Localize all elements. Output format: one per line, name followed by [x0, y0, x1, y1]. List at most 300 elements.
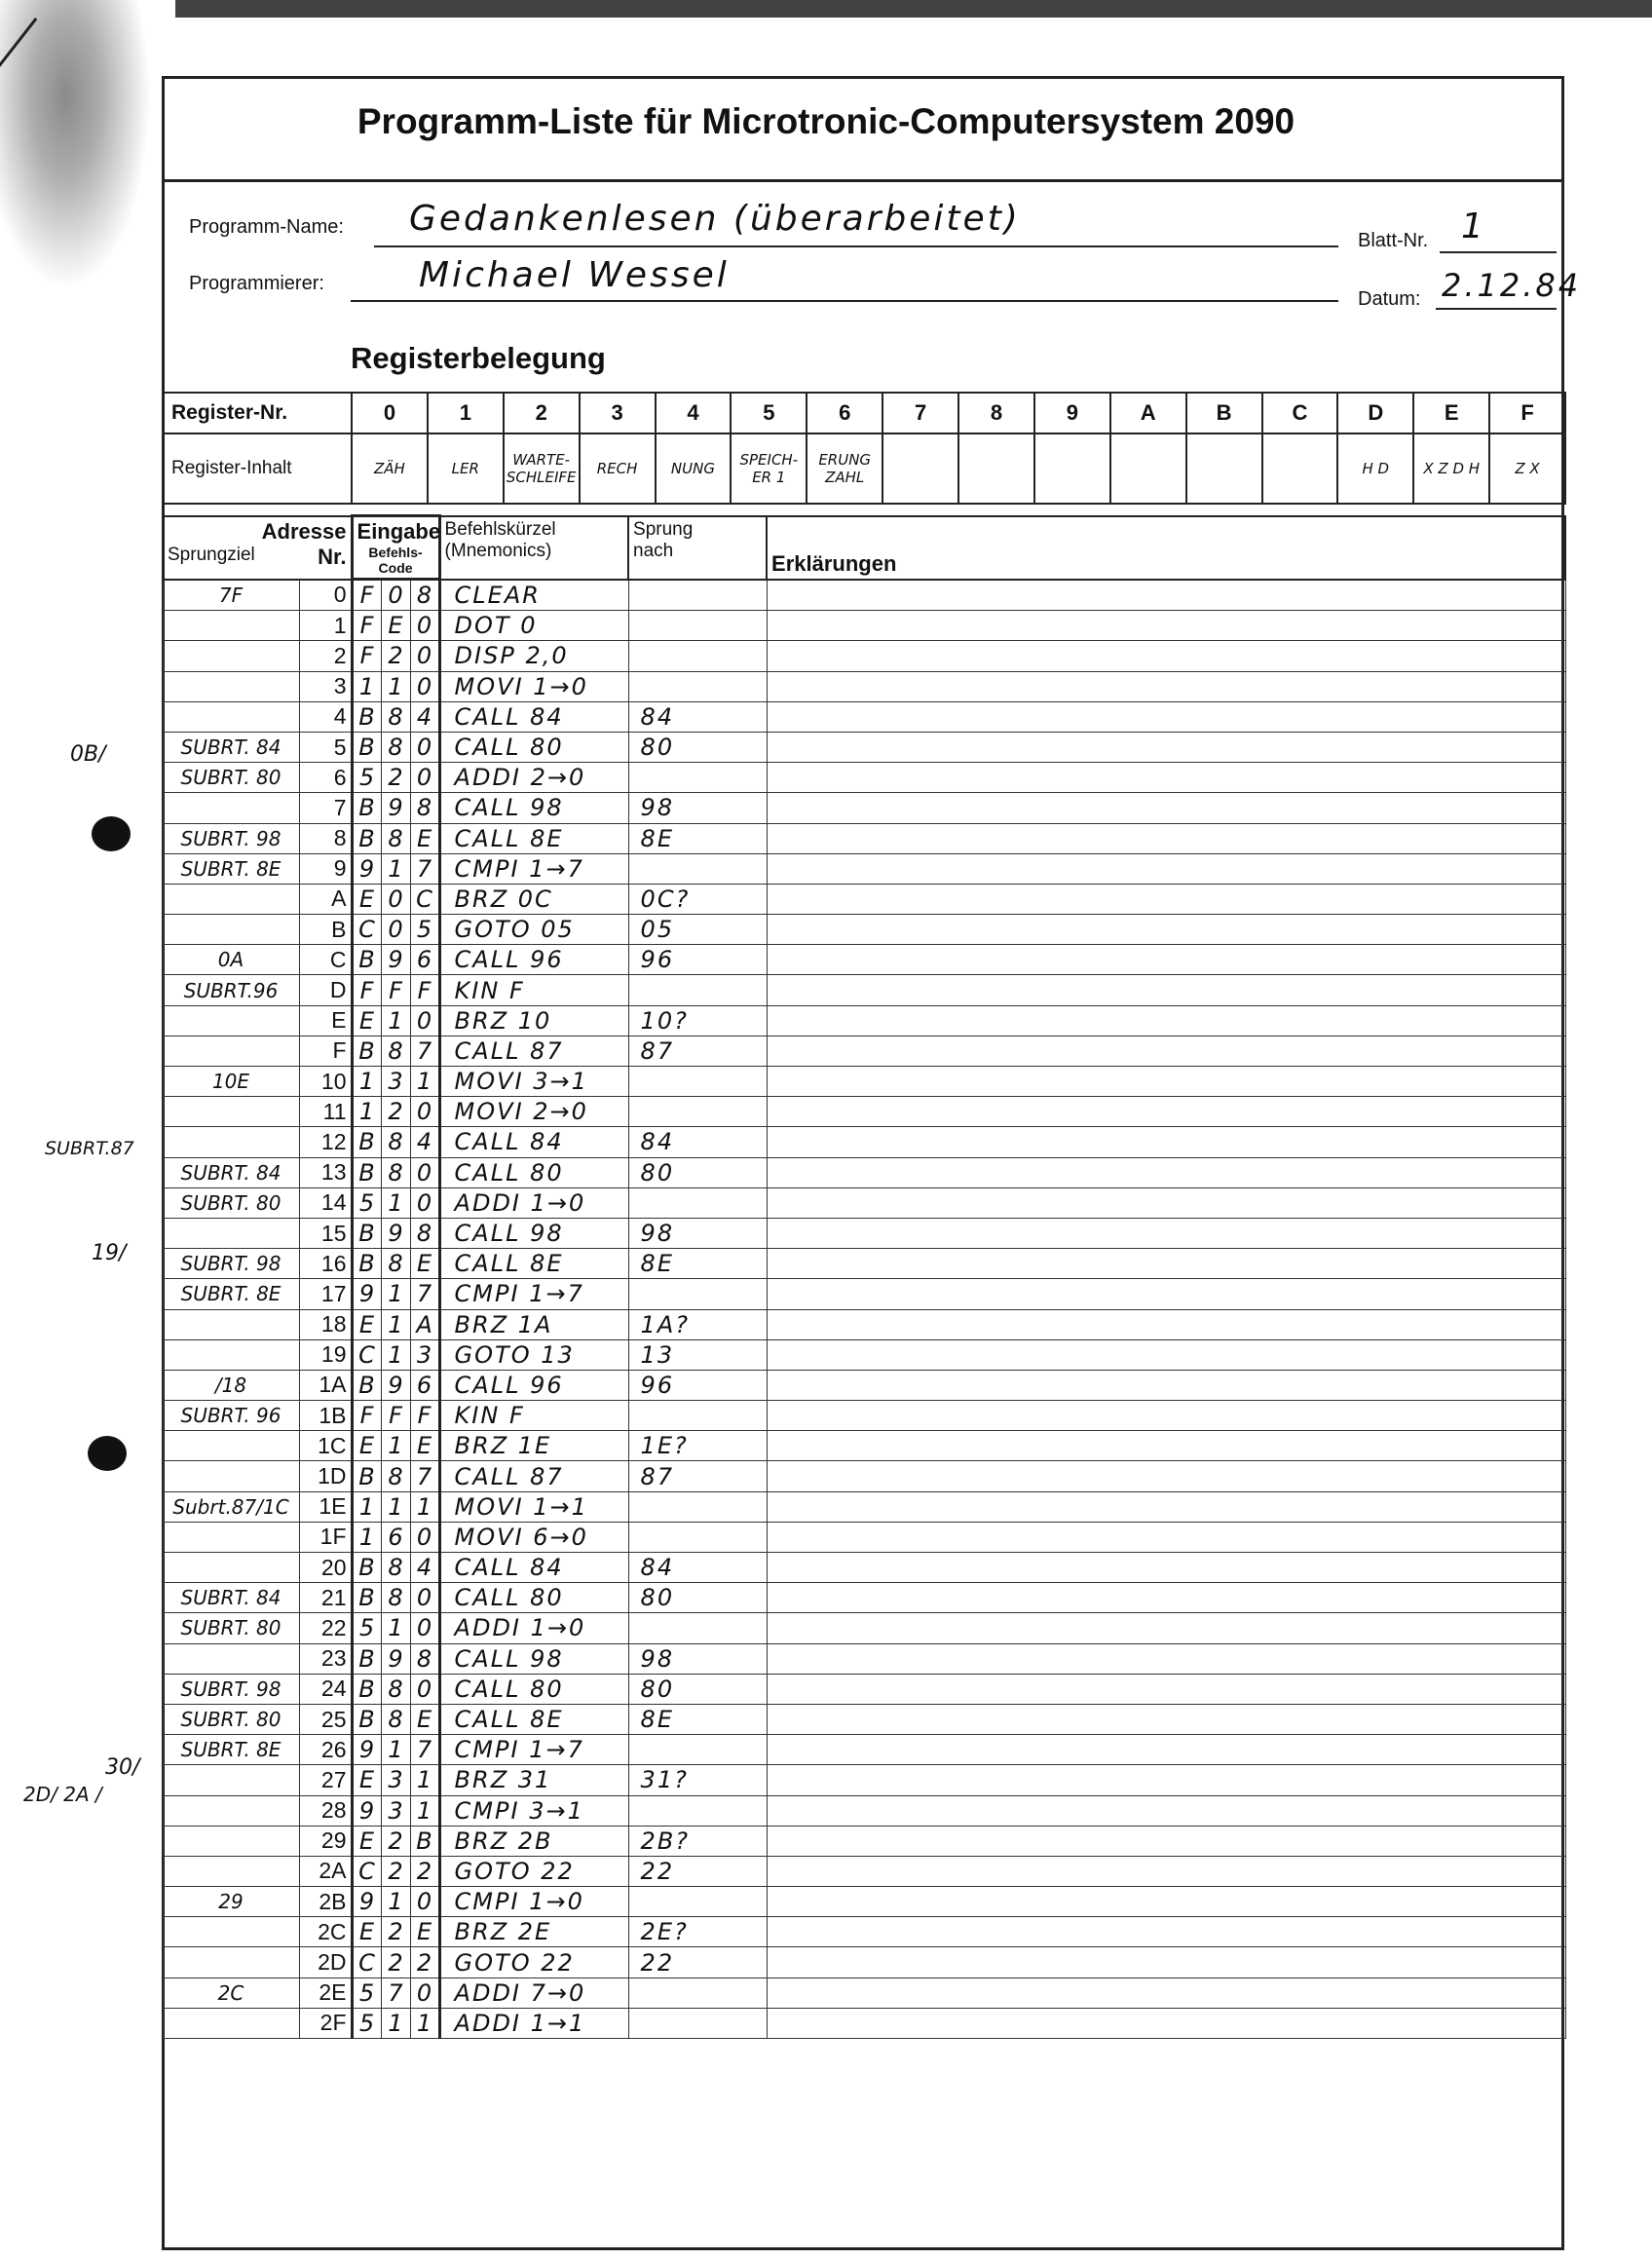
- code-cell-2[interactable]: 2: [381, 1917, 410, 1947]
- code-cell-1[interactable]: 5: [352, 2008, 381, 2038]
- mnemonic-cell[interactable]: CALL 80: [439, 1674, 628, 1704]
- register-content-cell[interactable]: RECH: [580, 433, 656, 504]
- erklaerung-cell[interactable]: [767, 1887, 1565, 1917]
- code-cell-3[interactable]: 0: [410, 1674, 439, 1704]
- sprung-nach-cell[interactable]: 31?: [628, 1765, 767, 1795]
- code-cell-1[interactable]: F: [352, 580, 381, 611]
- mnemonic-cell[interactable]: CALL 84: [439, 701, 628, 732]
- sprungziel-cell[interactable]: [163, 641, 299, 671]
- sprung-nach-cell[interactable]: [628, 1491, 767, 1522]
- code-cell-3[interactable]: E: [410, 1249, 439, 1279]
- sprungziel-cell[interactable]: [163, 1036, 299, 1066]
- code-cell-2[interactable]: 8: [381, 1127, 410, 1157]
- sprung-nach-cell[interactable]: [628, 1401, 767, 1431]
- register-content-cell[interactable]: [1413, 433, 1489, 504]
- register-content-cell[interactable]: [882, 433, 958, 504]
- erklaerung-cell[interactable]: [767, 1826, 1565, 1856]
- erklaerung-cell[interactable]: [767, 1339, 1565, 1370]
- code-cell-1[interactable]: 1: [352, 671, 381, 701]
- mnemonic-cell[interactable]: CALL 87: [439, 1036, 628, 1066]
- sprung-nach-cell[interactable]: 8E: [628, 1249, 767, 1279]
- erklaerung-cell[interactable]: [767, 732, 1565, 762]
- code-cell-1[interactable]: F: [352, 611, 381, 641]
- mnemonic-cell[interactable]: ADDI 2→0: [439, 763, 628, 793]
- code-cell-2[interactable]: 1: [381, 853, 410, 884]
- sprungziel-cell[interactable]: [163, 793, 299, 823]
- code-cell-3[interactable]: 2: [410, 1856, 439, 1886]
- code-cell-1[interactable]: F: [352, 641, 381, 671]
- sprungziel-cell[interactable]: SUBRT. 80: [163, 763, 299, 793]
- code-cell-1[interactable]: B: [352, 793, 381, 823]
- code-cell-3[interactable]: 2: [410, 1947, 439, 1978]
- code-cell-2[interactable]: 8: [381, 1704, 410, 1734]
- sprung-nach-cell[interactable]: 96: [628, 945, 767, 975]
- erklaerung-cell[interactable]: [767, 671, 1565, 701]
- sprung-nach-cell[interactable]: [628, 975, 767, 1005]
- code-cell-3[interactable]: F: [410, 975, 439, 1005]
- register-content-cell[interactable]: SPEICH-ER 1: [731, 433, 807, 504]
- erklaerung-cell[interactable]: [767, 1795, 1565, 1826]
- sprungziel-cell[interactable]: [163, 1553, 299, 1583]
- erklaerung-cell[interactable]: [767, 1978, 1565, 2008]
- code-cell-2[interactable]: 1: [381, 671, 410, 701]
- sprungziel-cell[interactable]: [163, 1431, 299, 1461]
- mnemonic-cell[interactable]: CALL 98: [439, 793, 628, 823]
- erklaerung-cell[interactable]: [767, 1187, 1565, 1218]
- sprungziel-cell[interactable]: SUBRT. 84: [163, 732, 299, 762]
- code-cell-1[interactable]: B: [352, 1218, 381, 1248]
- sprungziel-cell[interactable]: [163, 671, 299, 701]
- mnemonic-cell[interactable]: ADDI 1→0: [439, 1613, 628, 1643]
- sprungziel-cell[interactable]: SUBRT. 8E: [163, 1735, 299, 1765]
- register-content-cell[interactable]: [1262, 433, 1338, 504]
- code-cell-3[interactable]: E: [410, 823, 439, 853]
- mnemonic-cell[interactable]: BRZ 1A: [439, 1309, 628, 1339]
- code-cell-1[interactable]: E: [352, 1005, 381, 1036]
- erklaerung-cell[interactable]: [767, 1127, 1565, 1157]
- erklaerung-cell[interactable]: [767, 793, 1565, 823]
- code-cell-1[interactable]: B: [352, 945, 381, 975]
- code-cell-2[interactable]: 2: [381, 1947, 410, 1978]
- erklaerung-cell[interactable]: [767, 611, 1565, 641]
- program-name-value[interactable]: Gedankenlesen (überarbeitet): [409, 199, 1021, 239]
- sprung-nach-cell[interactable]: 84: [628, 1553, 767, 1583]
- sprungziel-cell[interactable]: 2C: [163, 1978, 299, 2008]
- mnemonic-cell[interactable]: CMPI 1→7: [439, 1279, 628, 1309]
- mnemonic-cell[interactable]: MOVI 6→0: [439, 1522, 628, 1552]
- sprung-nach-cell[interactable]: 98: [628, 793, 767, 823]
- code-cell-2[interactable]: 8: [381, 1461, 410, 1491]
- code-cell-2[interactable]: 8: [381, 1553, 410, 1583]
- sprung-nach-cell[interactable]: [628, 1795, 767, 1826]
- code-cell-1[interactable]: E: [352, 1431, 381, 1461]
- erklaerung-cell[interactable]: [767, 1157, 1565, 1187]
- sprungziel-cell[interactable]: [163, 1309, 299, 1339]
- sprungziel-cell[interactable]: [163, 915, 299, 945]
- code-cell-3[interactable]: 5: [410, 915, 439, 945]
- erklaerung-cell[interactable]: [767, 641, 1565, 671]
- code-cell-1[interactable]: B: [352, 1674, 381, 1704]
- sprung-nach-cell[interactable]: 80: [628, 1583, 767, 1613]
- code-cell-1[interactable]: 9: [352, 1279, 381, 1309]
- code-cell-1[interactable]: E: [352, 1826, 381, 1856]
- code-cell-3[interactable]: 7: [410, 1461, 439, 1491]
- code-cell-3[interactable]: 1: [410, 1491, 439, 1522]
- code-cell-3[interactable]: 4: [410, 701, 439, 732]
- code-cell-2[interactable]: 9: [381, 1643, 410, 1674]
- sprung-nach-cell[interactable]: [628, 1978, 767, 2008]
- code-cell-2[interactable]: 1: [381, 1431, 410, 1461]
- register-content-cell[interactable]: ZÄH: [352, 433, 428, 504]
- sprung-nach-cell[interactable]: [628, 671, 767, 701]
- sprung-nach-cell[interactable]: 80: [628, 732, 767, 762]
- code-cell-2[interactable]: 0: [381, 884, 410, 914]
- erklaerung-cell[interactable]: [767, 915, 1565, 945]
- code-cell-1[interactable]: 1: [352, 1522, 381, 1552]
- sprungziel-cell[interactable]: [163, 1643, 299, 1674]
- code-cell-1[interactable]: 9: [352, 1795, 381, 1826]
- code-cell-2[interactable]: 9: [381, 1218, 410, 1248]
- erklaerung-cell[interactable]: [767, 1765, 1565, 1795]
- erklaerung-cell[interactable]: [767, 1947, 1565, 1978]
- code-cell-1[interactable]: 5: [352, 1187, 381, 1218]
- code-cell-3[interactable]: 7: [410, 1735, 439, 1765]
- code-cell-3[interactable]: 0: [410, 1187, 439, 1218]
- mnemonic-cell[interactable]: BRZ 0C: [439, 884, 628, 914]
- register-content-cell[interactable]: [958, 433, 1034, 504]
- code-cell-3[interactable]: 0: [410, 1887, 439, 1917]
- sprung-nach-cell[interactable]: [628, 1887, 767, 1917]
- code-cell-1[interactable]: 1: [352, 1067, 381, 1097]
- code-cell-2[interactable]: 8: [381, 823, 410, 853]
- code-cell-3[interactable]: E: [410, 1704, 439, 1734]
- erklaerung-cell[interactable]: [767, 853, 1565, 884]
- code-cell-1[interactable]: 5: [352, 1613, 381, 1643]
- sprungziel-cell[interactable]: [163, 1461, 299, 1491]
- code-cell-3[interactable]: B: [410, 1826, 439, 1856]
- erklaerung-cell[interactable]: [767, 1522, 1565, 1552]
- register-content-cell[interactable]: ERUNG ZAHL: [807, 433, 882, 504]
- code-cell-1[interactable]: E: [352, 1917, 381, 1947]
- erklaerung-cell[interactable]: [767, 1309, 1565, 1339]
- code-cell-2[interactable]: 6: [381, 1522, 410, 1552]
- sprungziel-cell[interactable]: [163, 1339, 299, 1370]
- code-cell-1[interactable]: B: [352, 1553, 381, 1583]
- code-cell-3[interactable]: E: [410, 1431, 439, 1461]
- sprung-nach-cell[interactable]: [628, 580, 767, 611]
- mnemonic-cell[interactable]: CMPI 1→7: [439, 1735, 628, 1765]
- code-cell-2[interactable]: 1: [381, 1613, 410, 1643]
- sprung-nach-cell[interactable]: 87: [628, 1036, 767, 1066]
- mnemonic-cell[interactable]: GOTO 22: [439, 1856, 628, 1886]
- sprung-nach-cell[interactable]: 0C?: [628, 884, 767, 914]
- programmer-value[interactable]: Michael Wessel: [419, 255, 730, 295]
- sprungziel-cell[interactable]: SUBRT. 80: [163, 1613, 299, 1643]
- code-cell-3[interactable]: 0: [410, 1613, 439, 1643]
- sprungziel-cell[interactable]: SUBRT. 98: [163, 1249, 299, 1279]
- sprung-nach-cell[interactable]: 98: [628, 1218, 767, 1248]
- erklaerung-cell[interactable]: [767, 1643, 1565, 1674]
- code-cell-2[interactable]: 3: [381, 1765, 410, 1795]
- sprungziel-cell[interactable]: [163, 611, 299, 641]
- code-cell-2[interactable]: 8: [381, 1583, 410, 1613]
- code-cell-2[interactable]: 8: [381, 1036, 410, 1066]
- mnemonic-cell[interactable]: CALL 96: [439, 945, 628, 975]
- code-cell-3[interactable]: 0: [410, 1157, 439, 1187]
- sprung-nach-cell[interactable]: 05: [628, 915, 767, 945]
- mnemonic-cell[interactable]: BRZ 2B: [439, 1826, 628, 1856]
- sprungziel-cell[interactable]: [163, 701, 299, 732]
- sprungziel-cell[interactable]: [163, 884, 299, 914]
- code-cell-2[interactable]: 3: [381, 1795, 410, 1826]
- erklaerung-cell[interactable]: [767, 1401, 1565, 1431]
- code-cell-3[interactable]: 1: [410, 1067, 439, 1097]
- sprungziel-cell[interactable]: SUBRT. 84: [163, 1583, 299, 1613]
- code-cell-2[interactable]: 0: [381, 580, 410, 611]
- mnemonic-cell[interactable]: ADDI 1→1: [439, 2008, 628, 2038]
- code-cell-2[interactable]: 1: [381, 1339, 410, 1370]
- code-cell-1[interactable]: F: [352, 975, 381, 1005]
- code-cell-1[interactable]: 1: [352, 1491, 381, 1522]
- register-content-cell[interactable]: [1337, 433, 1413, 504]
- erklaerung-cell[interactable]: [767, 1674, 1565, 1704]
- erklaerung-cell[interactable]: [767, 1431, 1565, 1461]
- code-cell-3[interactable]: 8: [410, 1643, 439, 1674]
- sprungziel-cell[interactable]: SUBRT. 8E: [163, 853, 299, 884]
- code-cell-2[interactable]: 2: [381, 1097, 410, 1127]
- code-cell-1[interactable]: B: [352, 732, 381, 762]
- code-cell-2[interactable]: 8: [381, 1157, 410, 1187]
- code-cell-3[interactable]: 6: [410, 1370, 439, 1400]
- date-value[interactable]: 2.12.84: [1442, 267, 1582, 304]
- sprung-nach-cell[interactable]: [628, 2008, 767, 2038]
- erklaerung-cell[interactable]: [767, 1097, 1565, 1127]
- sprung-nach-cell[interactable]: 98: [628, 1643, 767, 1674]
- erklaerung-cell[interactable]: [767, 1704, 1565, 1734]
- mnemonic-cell[interactable]: CALL 98: [439, 1218, 628, 1248]
- code-cell-2[interactable]: 9: [381, 945, 410, 975]
- code-cell-1[interactable]: B: [352, 1704, 381, 1734]
- mnemonic-cell[interactable]: CMPI 3→1: [439, 1795, 628, 1826]
- register-content-cell[interactable]: [1034, 433, 1110, 504]
- code-cell-1[interactable]: B: [352, 1127, 381, 1157]
- code-cell-3[interactable]: F: [410, 1401, 439, 1431]
- mnemonic-cell[interactable]: MOVI 3→1: [439, 1067, 628, 1097]
- code-cell-3[interactable]: 7: [410, 1279, 439, 1309]
- erklaerung-cell[interactable]: [767, 763, 1565, 793]
- sprungziel-cell[interactable]: SUBRT. 98: [163, 1674, 299, 1704]
- code-cell-2[interactable]: 1: [381, 1005, 410, 1036]
- sprungziel-cell[interactable]: SUBRT. 80: [163, 1704, 299, 1734]
- register-content-cell[interactable]: [1186, 433, 1262, 504]
- code-cell-3[interactable]: 7: [410, 1036, 439, 1066]
- mnemonic-cell[interactable]: BRZ 10: [439, 1005, 628, 1036]
- sprungziel-cell[interactable]: 7F: [163, 580, 299, 611]
- code-cell-1[interactable]: B: [352, 1583, 381, 1613]
- register-content-cell[interactable]: NUNG: [656, 433, 732, 504]
- erklaerung-cell[interactable]: [767, 2008, 1565, 2038]
- erklaerung-cell[interactable]: [767, 945, 1565, 975]
- sprungziel-cell[interactable]: [163, 1127, 299, 1157]
- code-cell-3[interactable]: 1: [410, 2008, 439, 2038]
- erklaerung-cell[interactable]: [767, 1036, 1565, 1066]
- erklaerung-cell[interactable]: [767, 1613, 1565, 1643]
- sprung-nach-cell[interactable]: 22: [628, 1856, 767, 1886]
- code-cell-1[interactable]: C: [352, 1339, 381, 1370]
- mnemonic-cell[interactable]: ADDI 7→0: [439, 1978, 628, 2008]
- code-cell-1[interactable]: 9: [352, 1735, 381, 1765]
- erklaerung-cell[interactable]: [767, 1553, 1565, 1583]
- code-cell-3[interactable]: 0: [410, 671, 439, 701]
- erklaerung-cell[interactable]: [767, 1370, 1565, 1400]
- sheet-nr-value[interactable]: 1: [1461, 207, 1486, 246]
- mnemonic-cell[interactable]: KIN F: [439, 1401, 628, 1431]
- code-cell-2[interactable]: 2: [381, 1826, 410, 1856]
- code-cell-2[interactable]: 8: [381, 701, 410, 732]
- sprung-nach-cell[interactable]: [628, 853, 767, 884]
- sprungziel-cell[interactable]: /18: [163, 1370, 299, 1400]
- code-cell-3[interactable]: 0: [410, 1583, 439, 1613]
- mnemonic-cell[interactable]: CALL 8E: [439, 823, 628, 853]
- code-cell-2[interactable]: F: [381, 1401, 410, 1431]
- mnemonic-cell[interactable]: CALL 96: [439, 1370, 628, 1400]
- mnemonic-cell[interactable]: BRZ 31: [439, 1765, 628, 1795]
- code-cell-1[interactable]: 1: [352, 1097, 381, 1127]
- code-cell-2[interactable]: 7: [381, 1978, 410, 2008]
- code-cell-2[interactable]: F: [381, 975, 410, 1005]
- code-cell-2[interactable]: 9: [381, 793, 410, 823]
- sprung-nach-cell[interactable]: [628, 611, 767, 641]
- register-content-cell[interactable]: [1110, 433, 1186, 504]
- sprungziel-cell[interactable]: SUBRT.96: [163, 975, 299, 1005]
- code-cell-1[interactable]: B: [352, 823, 381, 853]
- sprungziel-cell[interactable]: SUBRT. 80: [163, 1187, 299, 1218]
- sprung-nach-cell[interactable]: [628, 1613, 767, 1643]
- sprungziel-cell[interactable]: SUBRT. 8E: [163, 1279, 299, 1309]
- sprungziel-cell[interactable]: SUBRT. 98: [163, 823, 299, 853]
- mnemonic-cell[interactable]: CALL 84: [439, 1553, 628, 1583]
- code-cell-1[interactable]: F: [352, 1401, 381, 1431]
- sprung-nach-cell[interactable]: [628, 1097, 767, 1127]
- erklaerung-cell[interactable]: [767, 1005, 1565, 1036]
- sprungziel-cell[interactable]: [163, 1218, 299, 1248]
- sprungziel-cell[interactable]: [163, 1917, 299, 1947]
- mnemonic-cell[interactable]: CALL 80: [439, 1157, 628, 1187]
- code-cell-3[interactable]: 4: [410, 1127, 439, 1157]
- sprung-nach-cell[interactable]: [628, 1279, 767, 1309]
- erklaerung-cell[interactable]: [767, 823, 1565, 853]
- sprung-nach-cell[interactable]: 10?: [628, 1005, 767, 1036]
- sprung-nach-cell[interactable]: 1E?: [628, 1431, 767, 1461]
- sprung-nach-cell[interactable]: 2E?: [628, 1917, 767, 1947]
- mnemonic-cell[interactable]: DOT 0: [439, 611, 628, 641]
- code-cell-1[interactable]: 9: [352, 853, 381, 884]
- code-cell-3[interactable]: 3: [410, 1339, 439, 1370]
- erklaerung-cell[interactable]: [767, 1735, 1565, 1765]
- mnemonic-cell[interactable]: CALL 8E: [439, 1704, 628, 1734]
- code-cell-2[interactable]: 1: [381, 1187, 410, 1218]
- code-cell-2[interactable]: 2: [381, 763, 410, 793]
- code-cell-1[interactable]: B: [352, 1461, 381, 1491]
- mnemonic-cell[interactable]: CMPI 1→7: [439, 853, 628, 884]
- code-cell-2[interactable]: 1: [381, 1735, 410, 1765]
- code-cell-1[interactable]: C: [352, 1947, 381, 1978]
- code-cell-1[interactable]: C: [352, 915, 381, 945]
- mnemonic-cell[interactable]: BRZ 1E: [439, 1431, 628, 1461]
- code-cell-3[interactable]: 0: [410, 732, 439, 762]
- code-cell-2[interactable]: 2: [381, 641, 410, 671]
- code-cell-3[interactable]: 0: [410, 763, 439, 793]
- sprung-nach-cell[interactable]: 96: [628, 1370, 767, 1400]
- erklaerung-cell[interactable]: [767, 1583, 1565, 1613]
- sprungziel-cell[interactable]: [163, 1826, 299, 1856]
- mnemonic-cell[interactable]: GOTO 13: [439, 1339, 628, 1370]
- sprung-nach-cell[interactable]: 84: [628, 1127, 767, 1157]
- register-content-cell[interactable]: LER: [428, 433, 504, 504]
- code-cell-3[interactable]: 0: [410, 641, 439, 671]
- sprungziel-cell[interactable]: [163, 1856, 299, 1886]
- mnemonic-cell[interactable]: CALL 98: [439, 1643, 628, 1674]
- register-content-cell[interactable]: WARTE-SCHLEIFE: [504, 433, 580, 504]
- register-content-cell[interactable]: Z X: [1489, 433, 1565, 504]
- mnemonic-cell[interactable]: CALL 84: [439, 1127, 628, 1157]
- sprungziel-cell[interactable]: 10E: [163, 1067, 299, 1097]
- sprungziel-cell[interactable]: [163, 1947, 299, 1978]
- sprung-nach-cell[interactable]: [628, 641, 767, 671]
- code-cell-1[interactable]: 5: [352, 1978, 381, 2008]
- code-cell-2[interactable]: 2: [381, 1856, 410, 1886]
- mnemonic-cell[interactable]: MOVI 1→1: [439, 1491, 628, 1522]
- code-cell-2[interactable]: 8: [381, 1674, 410, 1704]
- mnemonic-cell[interactable]: GOTO 22: [439, 1947, 628, 1978]
- sprungziel-cell[interactable]: 29: [163, 1887, 299, 1917]
- code-cell-2[interactable]: 3: [381, 1067, 410, 1097]
- code-cell-1[interactable]: 5: [352, 763, 381, 793]
- erklaerung-cell[interactable]: [767, 1279, 1565, 1309]
- sprung-nach-cell[interactable]: 80: [628, 1157, 767, 1187]
- erklaerung-cell[interactable]: [767, 884, 1565, 914]
- code-cell-3[interactable]: 8: [410, 1218, 439, 1248]
- sprungziel-cell[interactable]: Subrt.87/1C: [163, 1491, 299, 1522]
- mnemonic-cell[interactable]: BRZ 2E: [439, 1917, 628, 1947]
- code-cell-1[interactable]: B: [352, 1036, 381, 1066]
- mnemonic-cell[interactable]: MOVI 2→0: [439, 1097, 628, 1127]
- code-cell-1[interactable]: 9: [352, 1887, 381, 1917]
- code-cell-1[interactable]: B: [352, 1157, 381, 1187]
- code-cell-3[interactable]: 0: [410, 1097, 439, 1127]
- erklaerung-cell[interactable]: [767, 1067, 1565, 1097]
- sprung-nach-cell[interactable]: 8E: [628, 1704, 767, 1734]
- mnemonic-cell[interactable]: KIN F: [439, 975, 628, 1005]
- sprung-nach-cell[interactable]: 80: [628, 1674, 767, 1704]
- code-cell-3[interactable]: 8: [410, 793, 439, 823]
- code-cell-3[interactable]: 8: [410, 580, 439, 611]
- code-cell-1[interactable]: E: [352, 884, 381, 914]
- sprung-nach-cell[interactable]: 13: [628, 1339, 767, 1370]
- sprungziel-cell[interactable]: [163, 1795, 299, 1826]
- code-cell-3[interactable]: 0: [410, 1005, 439, 1036]
- mnemonic-cell[interactable]: CALL 80: [439, 732, 628, 762]
- erklaerung-cell[interactable]: [767, 1917, 1565, 1947]
- mnemonic-cell[interactable]: MOVI 1→0: [439, 671, 628, 701]
- code-cell-1[interactable]: E: [352, 1309, 381, 1339]
- mnemonic-cell[interactable]: GOTO 05: [439, 915, 628, 945]
- sprungziel-cell[interactable]: [163, 2008, 299, 2038]
- mnemonic-cell[interactable]: DISP 2,0: [439, 641, 628, 671]
- sprung-nach-cell[interactable]: [628, 1735, 767, 1765]
- erklaerung-cell[interactable]: [767, 1249, 1565, 1279]
- code-cell-3[interactable]: 1: [410, 1765, 439, 1795]
